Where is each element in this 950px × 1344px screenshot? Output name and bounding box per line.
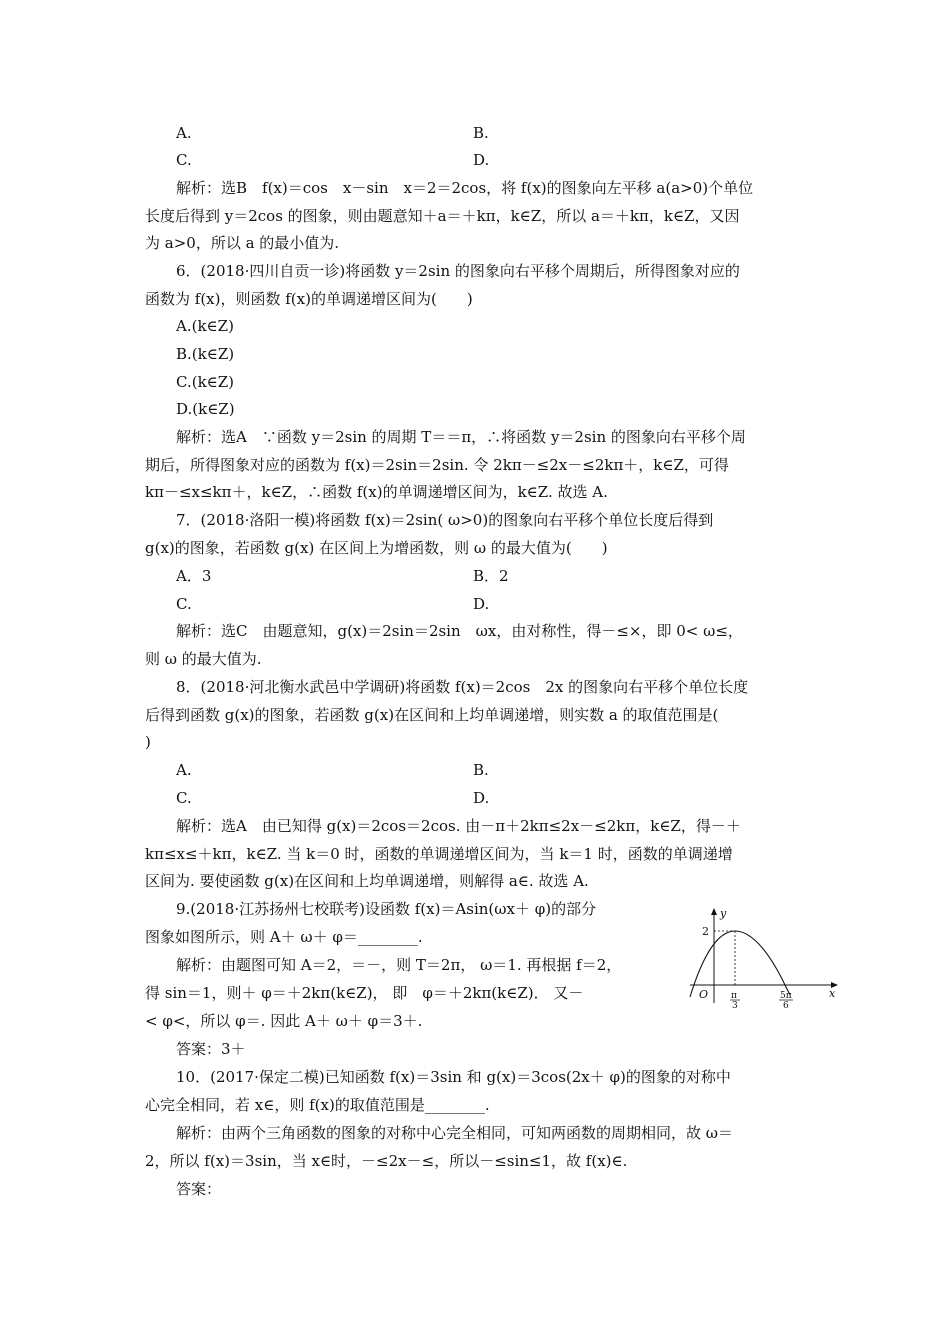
q8-stem-line: ) <box>145 733 151 751</box>
q9-answer: 答案：3＋ <box>176 1040 246 1058</box>
q8-option-b: B. <box>473 761 489 779</box>
q6-option-b: B.(k∈Z) <box>176 345 235 363</box>
q9-function-graph <box>686 903 842 1009</box>
x-axis-label: x <box>829 987 836 1000</box>
q9-solution-line: 解析：由题图可知 A＝2，＝－，则 T＝2π， ω＝1. 再根据 f＝2， <box>176 956 622 974</box>
x-tick-1-numerator: π <box>731 991 737 1001</box>
q8-stem-line: 8．(2018·河北衡水武邑中学调研)将函数 f(x)＝2cos 2x 的图象向右平移个单位长度 <box>176 678 749 696</box>
q7-stem-line: g(x)的图象，若函数 g(x) 在区间上为增函数，则 ω 的最大值为( ) <box>145 539 608 557</box>
y-tick-label: 2 <box>702 925 709 938</box>
q7-option-b: B．2 <box>473 567 509 585</box>
q10-solution-line: 解析：由两个三角函数的图象的对称中心完全相同，可知两函数的周期相同，故 ω＝ <box>176 1124 734 1142</box>
q8-option-c: C. <box>176 789 192 807</box>
origin-label: O <box>699 988 709 1001</box>
q5-option-b: B. <box>473 124 489 142</box>
q6-option-a: A.(k∈Z) <box>176 317 234 335</box>
q6-solution-line: kπ－≤x≤kπ＋，k∈Z，∴函数 f(x)的单调递增区间为，k∈Z. 故选 A. <box>145 483 608 501</box>
q5-option-c: C. <box>176 151 192 169</box>
q5-solution-line: 长度后得到 y＝2cos 的图象，则由题意知＋a＝＋kπ，k∈Z，所以 a＝＋kπ，k∈Z，又因 <box>145 207 740 225</box>
q10-stem-line: 10．(2017·保定二模)已知函数 f(x)＝3sin 和 g(x)＝3cos(2x＋ φ)的图象的对称中 <box>176 1068 731 1086</box>
q9-solution-line: < φ<，所以 φ＝. 因此 A＋ ω＋ φ＝3＋. <box>145 1012 423 1030</box>
q8-solution-line: 区间为. 要使函数 g(x)在区间和上均单调递增，则解得 a∈. 故选 A. <box>145 872 589 890</box>
q7-option-c: C. <box>176 595 192 613</box>
q9-stem-line: 图象如图所示，则 A＋ ω＋ φ＝________. <box>145 928 423 946</box>
q8-option-a: A. <box>176 761 192 779</box>
q7-option-a: A．3 <box>176 567 212 585</box>
q9-stem-line: 9.(2018·江苏扬州七校联考)设函数 f(x)＝Asin(ωx＋ φ)的部分 <box>176 900 597 918</box>
q8-stem-line: 后得到函数 g(x)的图象，若函数 g(x)在区间和上均单调递增，则实数 a 的取值范围是( <box>145 706 719 724</box>
q10-stem-line: 心完全相同，若 x∈，则 f(x)的取值范围是________. <box>145 1096 490 1114</box>
q5-solution-line: 解析：选B f(x)＝cos x－sin x＝2＝2cos，将 f(x)的图象向左平移 a(a>0)个单位 <box>176 179 754 197</box>
q6-option-c: C.(k∈Z) <box>176 373 235 391</box>
y-axis-label: y <box>720 907 727 920</box>
q7-solution-line: 则 ω 的最大值为. <box>145 650 262 668</box>
x-tick-2-numerator: 5π <box>780 991 792 1001</box>
q7-stem-line: 7．(2018·洛阳一模)将函数 f(x)＝2sin( ω>0)的图象向右平移个单位长度后得到 <box>176 511 714 529</box>
q6-option-d: D.(k∈Z) <box>176 400 235 418</box>
q10-answer: 答案： <box>176 1180 222 1198</box>
q9-solution-line: 得 sin＝1，则＋ φ＝＋2kπ(k∈Z)， 即 φ＝＋2kπ(k∈Z)． 又－ <box>145 984 584 1002</box>
q5-option-a: A. <box>176 124 192 142</box>
x-tick-2-denominator: 6 <box>783 1001 789 1009</box>
q8-option-d: D. <box>473 789 490 807</box>
y-axis-arrow-icon <box>711 908 717 915</box>
q7-option-d: D. <box>473 595 490 613</box>
q8-solution-line: 解析：选A 由已知得 g(x)＝2cos＝2cos. 由－π＋2kπ≤2x－≤2kπ，k∈Z，得－＋ <box>176 817 741 835</box>
q6-solution-line: 解析：选A ∵函数 y＝2sin 的周期 T＝＝π，∴将函数 y＝2sin 的图象向右平移个周 <box>176 428 746 446</box>
q7-solution-line: 解析：选C 由题意知，g(x)＝2sin＝2sin ωx，由对称性，得－≤×，即 0< ω≤， <box>176 622 743 640</box>
q6-solution-line: 期后，所得图象对应的函数为 f(x)＝2sin＝2sin. 令 2kπ－≤2x－≤2kπ＋，k∈Z，可得 <box>145 456 729 474</box>
q6-stem-line: 函数为 f(x)，则函数 f(x)的单调递增区间为( ) <box>145 290 473 308</box>
q6-stem-line: 6．(2018·四川自贡一诊)将函数 y＝2sin 的图象向右平移个周期后，所得图象对应的 <box>176 262 740 280</box>
q8-solution-line: kπ≤x≤＋kπ，k∈Z. 当 k＝0 时，函数的单调递增区间为，当 k＝1 时，函数的单调递增 <box>145 845 733 863</box>
q5-solution-line: 为 a>0，所以 a 的最小值为. <box>145 234 340 252</box>
x-tick-1-denominator: 3 <box>732 1001 738 1009</box>
q5-option-d: D. <box>473 151 490 169</box>
q10-solution-line: 2，所以 f(x)＝3sin，当 x∈时，－≤2x－≤，所以－≤sin≤1，故 f(x)∈. <box>145 1152 628 1170</box>
